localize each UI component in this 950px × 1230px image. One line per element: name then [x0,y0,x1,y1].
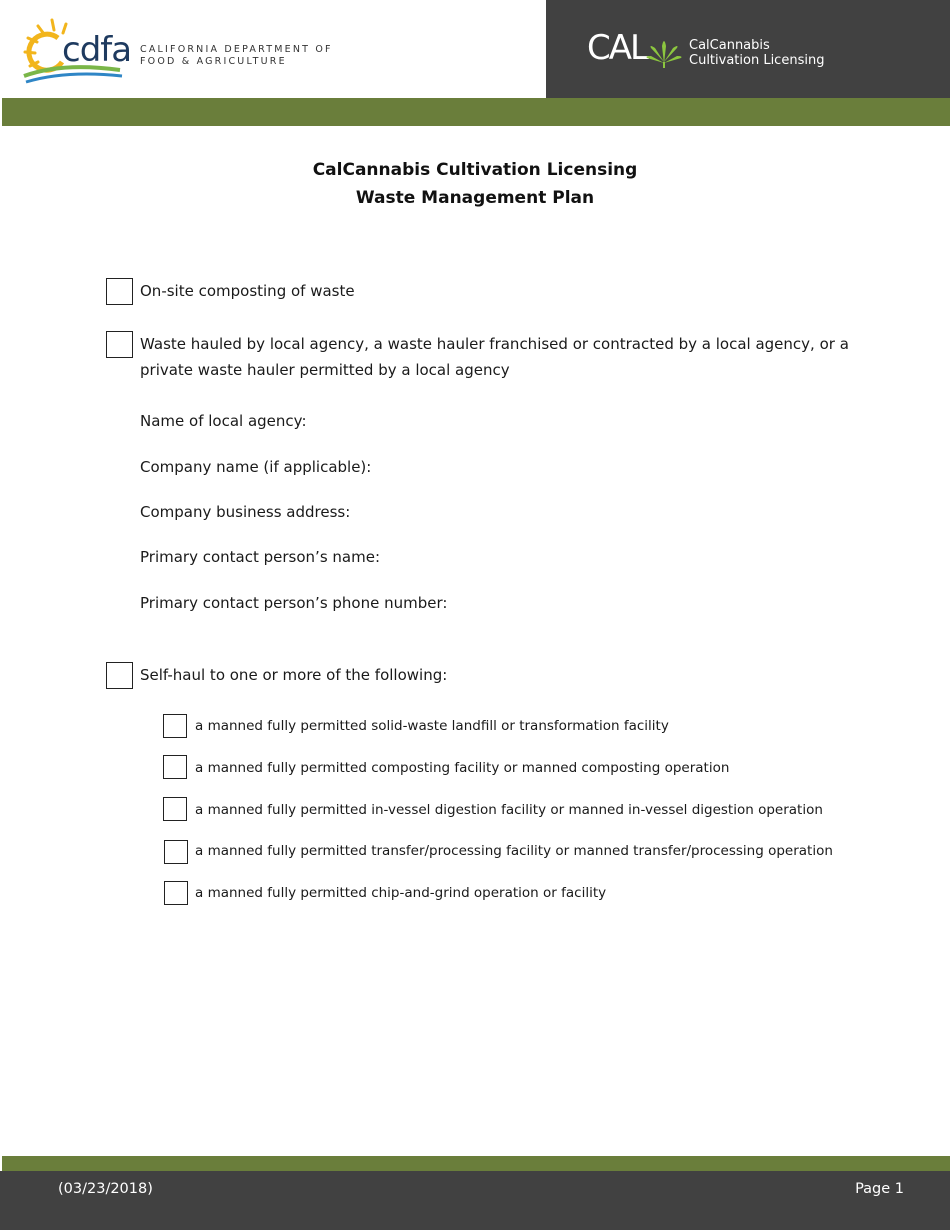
contact-phone-field[interactable]: Primary contact person’s phone number: [140,594,448,612]
composting-checkbox[interactable] [106,278,133,305]
footer-accent-bar [2,1156,950,1171]
selfhaul-label: Self-haul to one or more of the following: [140,666,448,684]
company-name-field[interactable]: Company name (if applicable): [140,458,372,476]
transfer-facility-label: a manned fully permitted transfer/processing facility or manned transfer/processing operation [195,843,833,859]
landfill-checkbox[interactable] [163,714,187,738]
hauled-checkbox[interactable] [106,331,133,358]
calcannabis-program-name [689,38,824,68]
page-number: Page 1 [855,1181,904,1197]
cal-program-line1: CalCannabis [689,38,770,53]
revision-date: (03/23/2018) [58,1181,153,1197]
hauled-label-line1: Waste hauled by local agency, a waste hauler franchised or contracted by a local agency, or a [140,335,849,353]
composting-label: On-site composting of waste [140,282,355,300]
composting-facility-checkbox[interactable] [163,755,187,779]
local-agency-name-field[interactable]: Name of local agency: [140,412,307,430]
cal-wordmark: CAL [587,28,647,68]
page-title: CalCannabis Cultivation Licensing [312,160,638,180]
transfer-facility-checkbox[interactable] [164,840,188,864]
composting-facility-label: a manned fully permitted composting facility or manned composting operation [195,760,730,776]
cdfa-department-line1: CALIFORNIA DEPARTMENT OF [140,44,333,55]
selfhaul-checkbox[interactable] [106,662,133,689]
cdfa-department-line2: FOOD & AGRICULTURE [140,56,287,67]
contact-name-field[interactable]: Primary contact person’s name: [140,548,380,566]
landfill-label: a manned fully permitted solid-waste landfill or transformation facility [195,718,669,734]
header-accent-bar [2,98,950,126]
cannabis-leaf-icon [645,36,683,68]
cdfa-wordmark: cdfa [62,30,132,70]
company-address-field[interactable]: Company business address: [140,503,351,521]
footer-bar [0,1171,950,1230]
digestion-facility-label: a manned fully permitted in-vessel digestion facility or manned in-vessel digestion operation [195,802,823,818]
hauled-label-line2: private waste hauler permitted by a local agency [140,361,510,379]
page-subtitle: Waste Management Plan [355,188,595,208]
digestion-facility-checkbox[interactable] [163,797,187,821]
chip-grind-label: a manned fully permitted chip-and-grind operation or facility [195,885,607,901]
cal-program-line2: Cultivation Licensing [689,53,825,68]
cdfa-department-name [140,44,333,68]
chip-grind-checkbox[interactable] [164,881,188,905]
